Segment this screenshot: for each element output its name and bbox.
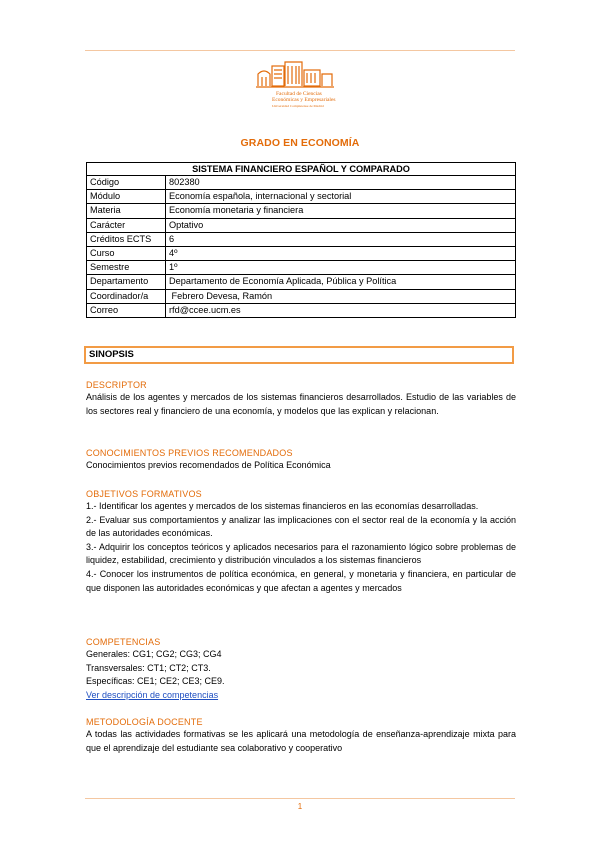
competencies-section [86,636,516,702]
row-label: Créditos ECTS [87,232,166,246]
prior-knowledge-section [86,447,516,473]
section-heading: DESCRIPTOR [86,380,147,390]
row-label: Código [87,176,166,190]
row-value: 802380 [166,176,516,190]
row-value: 4º [166,246,516,260]
row-label: Departamento [87,275,166,289]
header-rule [85,50,515,51]
row-value: Economía española, internacional y sectorial [166,190,516,204]
objective-item: 2.- Evaluar sus comportamientos y analizar las implicaciones con el sector real de la economía y la acción de las autoridades económicas. [86,514,516,539]
course-name: SISTEMA FINANCIERO ESPAÑOL Y COMPARADO [87,163,516,176]
row-label: Módulo [87,190,166,204]
prior-knowledge-text: Conocimientos previos recomendados de Política Económica [86,460,331,470]
specific-competencies: Específicas: CE1; CE2; CE3; CE9. [86,676,225,687]
row-value: Febrero Devesa, Ramón [166,289,516,303]
objective-item: 1.- Identificar los agentes y mercados de los sistemas financieros en las economías desarrolladas. [86,501,479,511]
table-row [87,289,516,303]
general-competencies: Generales: CG1; CG2; CG3; CG4 [86,649,222,659]
row-value: Optativo [166,218,516,232]
row-value: rfd@ccee.ucm.es [166,303,516,317]
objectives-section [86,488,516,595]
methodology-text: A todas las actividades formativas se les aplicará una metodología de enseñanza-aprendizaje mixta para que el aprendizaje del estudiante sea colaborativo y cooperativo [86,729,516,753]
svg-text:Universidad Complutense de Mad: Universidad Complutense de Madrid [272,104,324,108]
objective-item: 3.- Adquirir los conceptos teóricos y aplicados necesarios para el razonamiento lógico sobre problemas de liquidez, estabilidad, crecimiento y distribución vinculados a los sistemas financieros [86,541,516,566]
svg-text:Económicas y Empresariales: Económicas y Empresariales [272,97,336,103]
row-value: 1º [166,261,516,275]
row-value: Departamento de Economía Aplicada, Pública y Política [166,275,516,289]
row-label: Materia [87,204,166,218]
table-row [87,218,516,232]
table-row [87,275,516,289]
descriptor-section [86,379,516,418]
svg-text:Facultad de Ciencias: Facultad de Ciencias [276,91,322,97]
table-row [87,261,516,275]
row-label: Correo [87,303,166,317]
table-row [87,246,516,260]
degree-title: GRADO EN ECONOMÍA [240,137,360,149]
row-label: Curso [87,246,166,260]
transversal-competencies: Transversales: CT1; CT2; CT3. [86,662,211,673]
row-label: Carácter [87,218,166,232]
sinopsis-heading: SINOPSIS [84,346,514,364]
section-heading: METODOLOGÍA DOCENTE [86,717,203,727]
footer-rule [85,798,515,799]
competencies-link[interactable]: Ver descripción de competencias [86,689,219,700]
descriptor-text: Análisis de los agentes y mercados de los sistemas financieros desarrollados. Estudio de las variables de los sectores real y financiero de una economía, y modelos que las explican y relacionan. [86,392,516,416]
faculty-logo [254,58,336,110]
methodology-section [86,716,516,755]
section-heading: CONOCIMIENTOS PREVIOS RECOMENDADOS [86,448,293,458]
row-label: Semestre [87,261,166,275]
row-label: Coordinador/a [87,289,166,303]
table-row [87,190,516,204]
page-number: 1 [297,802,303,811]
table-row [87,303,516,317]
row-value: 6 [166,232,516,246]
table-row [87,204,516,218]
row-value: Economía monetaria y financiera [166,204,516,218]
table-row [87,232,516,246]
course-info-table [86,162,516,318]
objective-item: 4.- Conocer los instrumentos de política económica, en general, y monetaria y financiera, en particular de que disponen las autoridades económicas y que afectan a agentes y mercados [86,568,516,593]
section-heading: OBJETIVOS FORMATIVOS [86,489,202,499]
table-row [87,176,516,190]
section-heading: COMPETENCIAS [86,637,161,647]
